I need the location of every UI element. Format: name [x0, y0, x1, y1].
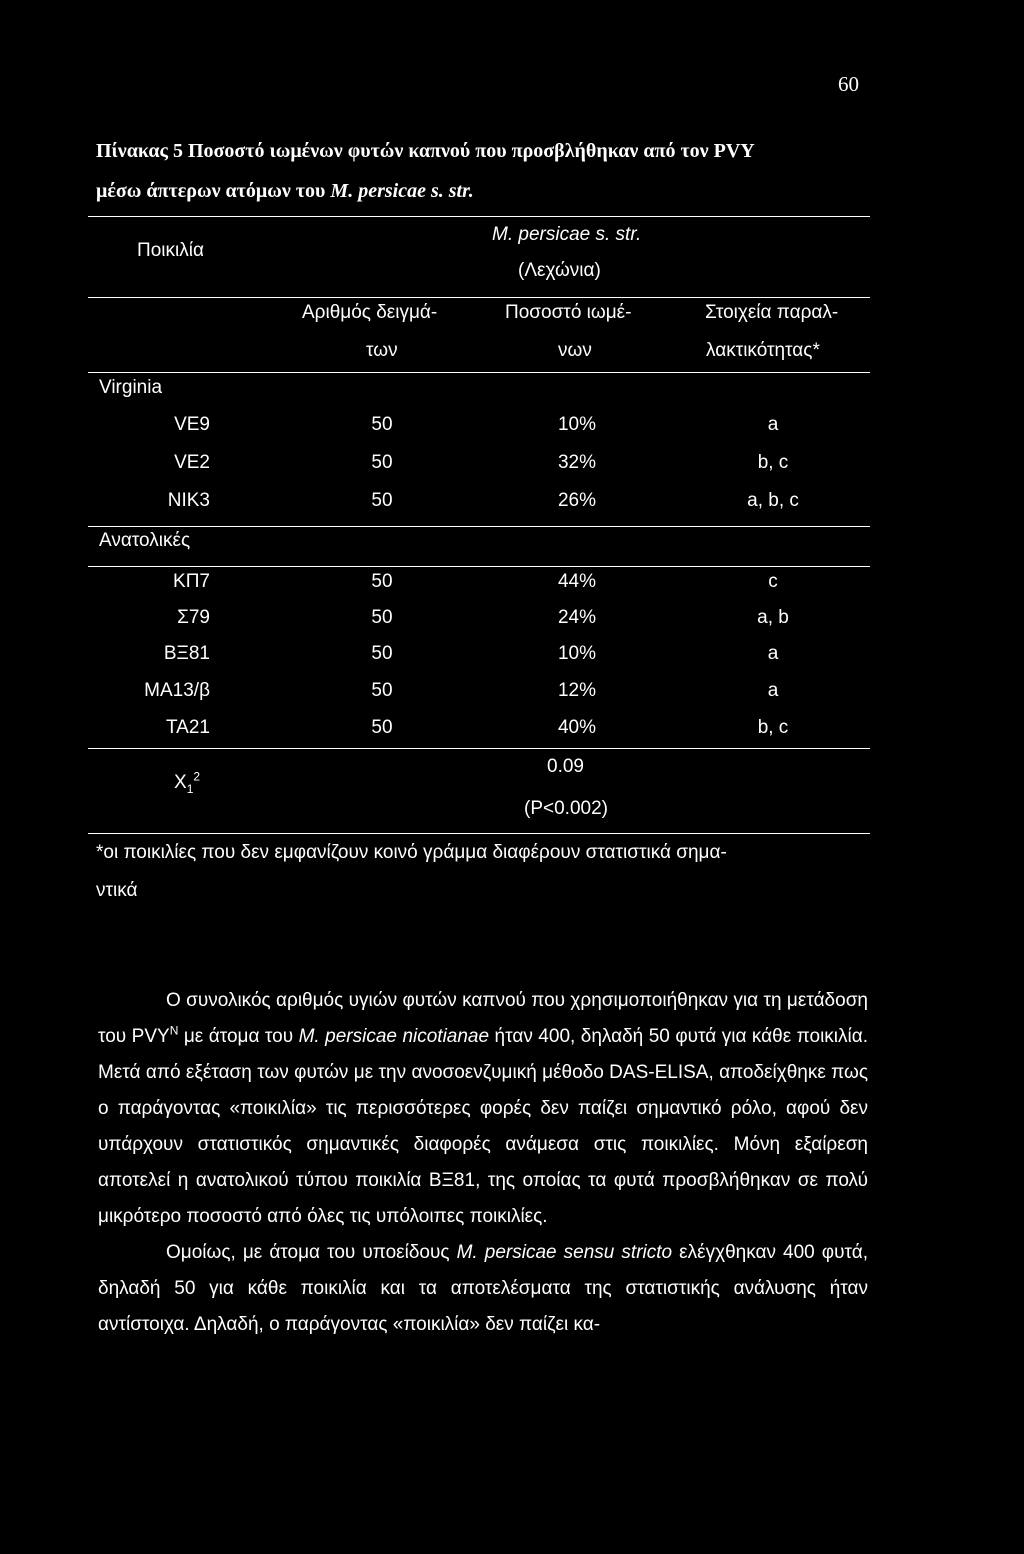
table-caption-line2 [96, 180, 474, 203]
header-percent-1: Ποσοστό ιωμέ- [505, 302, 632, 323]
row-significance: a [767, 414, 779, 435]
table-rule-group2 [88, 526, 870, 527]
header-significance-1: Στοιχεία παραλ- [705, 302, 839, 323]
p1-superscript: N [169, 1023, 179, 1038]
row-samples: 50 [371, 717, 393, 738]
row-significance: a [767, 680, 779, 701]
header-species: M. persicae s. str. [492, 224, 642, 245]
table-footnote-line1: *οι ποικιλίες που δεν εμφανίζουν κοινό γράμμα διαφέρουν στατιστικά σημα- [96, 842, 727, 863]
row-significance: a, b [757, 607, 789, 628]
header-significance-2: λακτικότητας* [706, 340, 820, 361]
table-rule-bottom [88, 833, 870, 834]
caption-text: μέσω άπτερων ατόμων του [96, 180, 331, 202]
row-samples: 50 [371, 607, 393, 628]
group-label-oriental: Ανατολικές [99, 530, 191, 551]
p2-text-a: Ομοίως, με άτομα του υποείδους [166, 1242, 457, 1263]
chi-subscript: 1 [186, 781, 194, 796]
header-variety: Ποικιλία [137, 240, 204, 261]
row-samples: 50 [371, 414, 393, 435]
page-number: 60 [838, 72, 859, 96]
row-samples: 50 [371, 452, 393, 473]
chi-square-value: 0.09 [547, 756, 584, 777]
row-significance: a [767, 643, 779, 664]
row-samples: 50 [371, 680, 393, 701]
row-significance: b, c [757, 717, 789, 738]
header-samples-1: Αριθμός δειγμά- [302, 302, 438, 323]
group-label-virginia: Virginia [99, 377, 163, 398]
row-variety: ΚΠ7 [173, 571, 210, 592]
body-paragraph-2 [98, 1235, 868, 1343]
caption-species: M. persicae s. str. [330, 180, 474, 202]
chi-superscript: 2 [193, 769, 201, 784]
chi-symbol: X [174, 772, 187, 793]
row-variety: ΤΑ21 [165, 717, 210, 738]
row-percent: 32% [557, 452, 597, 473]
row-samples: 50 [371, 571, 393, 592]
p1-species: M. persicae nicotianae [298, 1026, 490, 1047]
table-rule-header-mid [88, 297, 870, 298]
row-percent: 24% [557, 607, 597, 628]
body-paragraph-1 [98, 983, 868, 1235]
p2-text-b: ελέγχθηκαν 400 φυτά, δηλαδή 50 για κάθε ποικιλία και τα αποτελέσματα της στατιστικής ανάλυσης ήταν αντίστοιχα. Δηλαδή, ο παράγοντας «ποικιλία» δεν παίζει κα- [98, 1242, 868, 1335]
header-samples-2: των [366, 340, 398, 361]
row-variety: ΜΑ13/β [144, 680, 210, 701]
table-footnote-line2: ντικά [96, 880, 138, 901]
chi-square-label [174, 769, 201, 796]
p2-species: M. persicae sensu stricto [456, 1242, 673, 1263]
p1-text-c: ήταν 400, δηλαδή 50 φυτά για κάθε ποικιλία. Μετά από εξέταση των φυτών με την ανοσοενζυμική μέθοδο DAS-ELISA, αποδείχθηκε πως ο παράγοντας «ποικιλία» τις περισσότερες φορές δεν παίζει σημαντικό ρόλο, αφού δεν υπάρχουν στατιστικός σημαντικές διαφορές ανάμεσα στις ποικιλίες. Μόνη εξαίρεση αποτελεί η ανατολικού τύπου ποικιλία ΒΞ81, της οποίας τα φυτά προσβλήθηκαν σε πολύ μικρότερο ποσοστό από όλες τις υπόλοιπες ποικιλίες. [98, 1026, 868, 1227]
table-caption-line1: Πίνακας 5 Ποσοστό ιωμένων φυτών καπνού που προσβλήθηκαν από τον PVY [96, 140, 755, 162]
table-rule-chi [88, 748, 870, 749]
header-percent-2: νων [558, 340, 592, 361]
chi-square-p: (P<0.002) [524, 798, 608, 819]
row-percent: 12% [557, 680, 597, 701]
table-rule-top [88, 216, 870, 217]
row-variety: VE2 [174, 452, 210, 473]
row-variety: ΒΞ81 [163, 643, 210, 664]
table-rule-header-bottom [88, 372, 870, 373]
row-samples: 50 [371, 490, 393, 511]
row-significance: a, b, c [747, 490, 799, 511]
row-variety: VE9 [174, 414, 210, 435]
p1-text-a: Ο συνολικός αριθμός υγιών φυτών καπνού που χρησιμοποιήθηκαν για τη μετάδοση του PVY [98, 990, 868, 1047]
row-samples: 50 [371, 643, 393, 664]
row-percent: 26% [557, 490, 597, 511]
row-variety: NIK3 [167, 490, 210, 511]
row-percent: 10% [557, 414, 597, 435]
row-percent: 10% [557, 643, 597, 664]
table-rule-group2-bottom [88, 566, 870, 567]
p1-text-b: με άτομα του [178, 1026, 299, 1047]
row-significance: c [768, 571, 778, 592]
row-percent: 44% [557, 571, 597, 592]
body-text [98, 983, 868, 1343]
row-variety: Σ79 [177, 607, 210, 628]
row-significance: b, c [757, 452, 789, 473]
row-percent: 40% [557, 717, 597, 738]
header-population: (Λεχώνια) [518, 260, 601, 281]
